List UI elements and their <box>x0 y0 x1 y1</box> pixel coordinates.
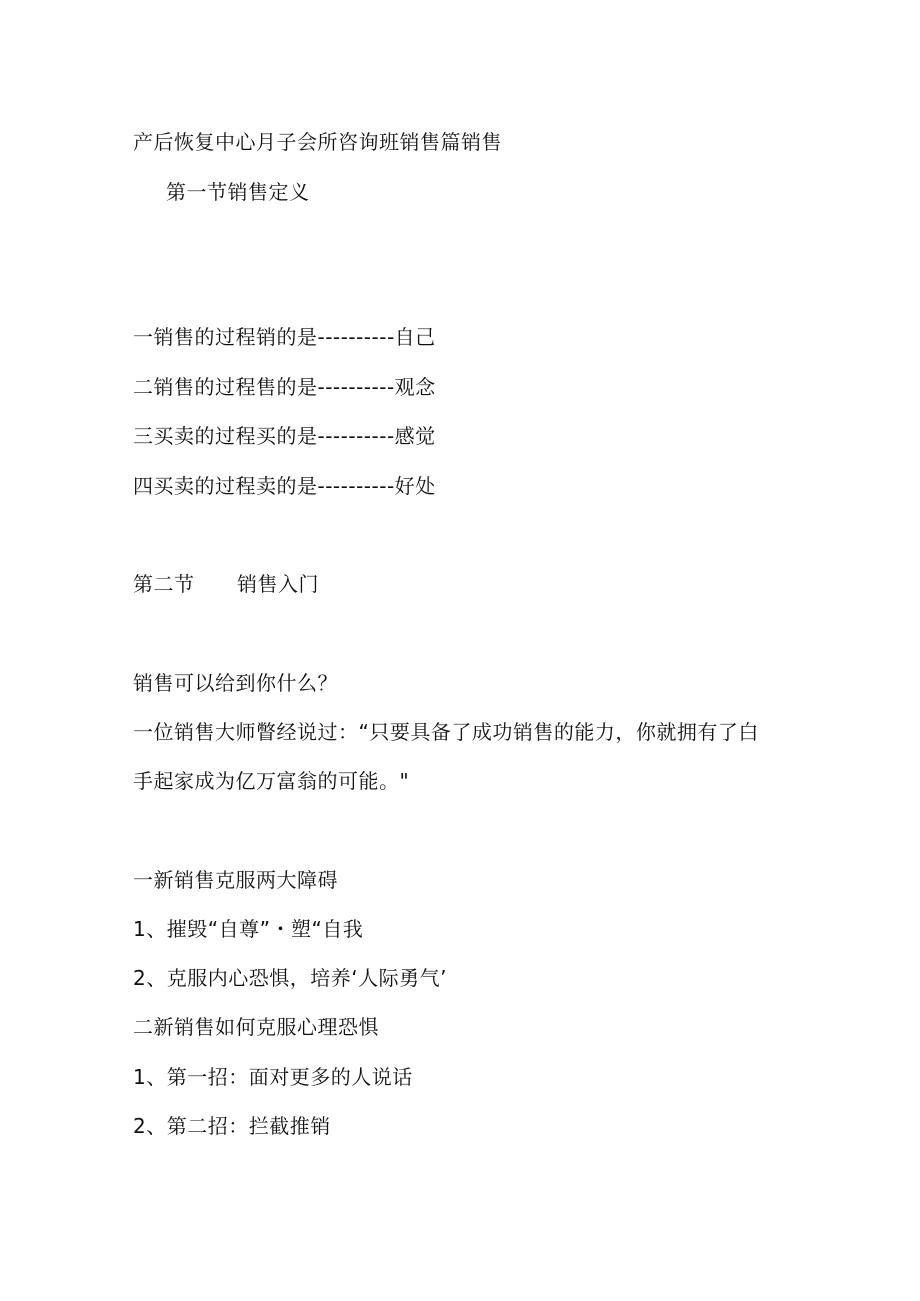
fear-item: 1、第一招：面对更多的人说话 <box>133 1065 413 1089</box>
section2-label: 第二节 <box>133 572 195 596</box>
definition-item: 四买卖的过程卖的是----------好处 <box>133 474 436 498</box>
definition-item: 三买卖的过程买的是----------感觉 <box>133 424 436 448</box>
section1-heading: 第一节销售定义 <box>166 180 310 204</box>
quote-line-2: 手起家成为亿万富翁的可能。" <box>133 769 410 793</box>
question-text: 销售可以给到你什么？ <box>133 671 338 695</box>
section2-heading <box>133 572 319 596</box>
obstacle-item: 1、摧毁“自尊”・塑“自我 <box>133 917 364 941</box>
quote-line-1: 一位销售大师瞥经说过：“只要具备了成功销售的能力，你就拥有了白 <box>133 720 759 744</box>
document-title: 产后恢复中心月子会所咨询班销售篇销售 <box>133 130 502 154</box>
definition-item: 一销售的过程销的是----------自己 <box>133 325 436 349</box>
fear-heading: 二新销售如何克服心理恐惧 <box>133 1015 379 1039</box>
definition-item: 二销售的过程售的是----------观念 <box>133 375 436 399</box>
obstacle-item: 2、克服内心恐惧，培养‘人际勇气’ <box>133 966 447 990</box>
obstacles-heading: 一新销售克服两大障碍 <box>133 868 338 892</box>
fear-item: 2、第二招：拦截推销 <box>133 1114 331 1138</box>
section2-title: 销售入门 <box>237 572 319 596</box>
